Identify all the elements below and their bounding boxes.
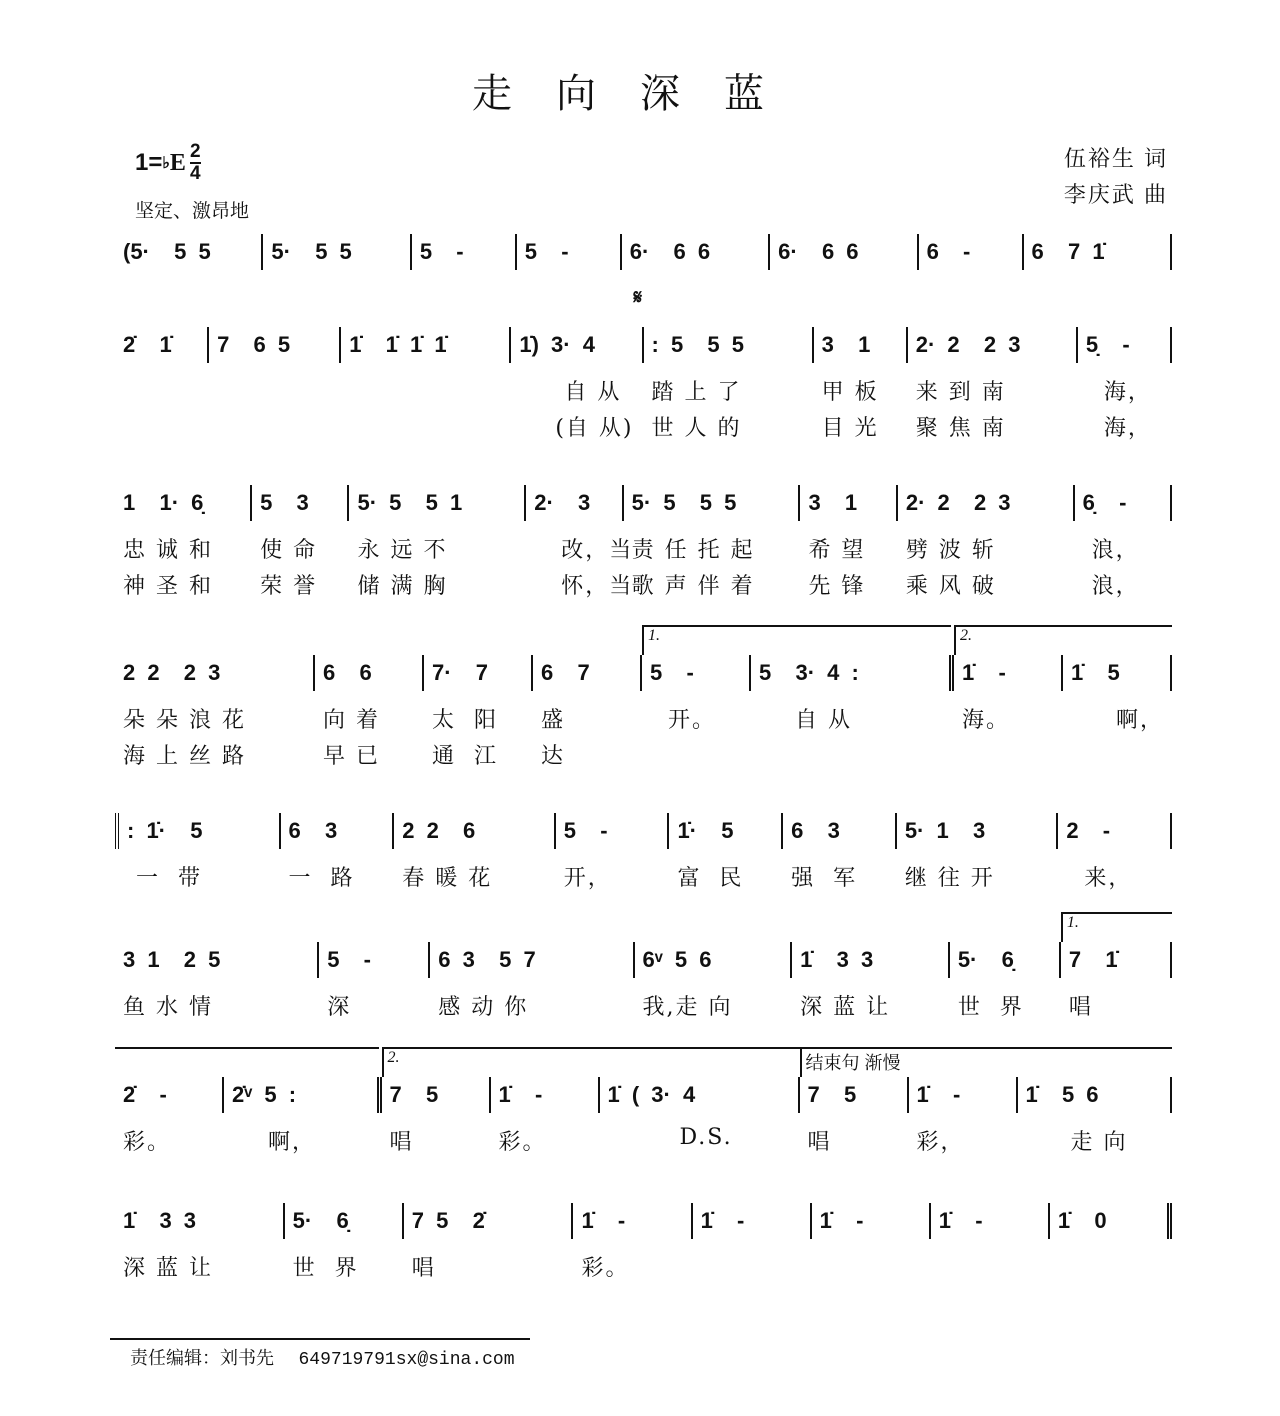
lyric-verse-2: 目 光 <box>821 416 879 441</box>
time-bottom: 4 <box>189 163 201 184</box>
lyric-verse-1: 劈 波 斩 <box>905 538 996 563</box>
staff-system <box>115 627 1172 769</box>
measure <box>1018 1077 1173 1155</box>
measure <box>115 655 315 769</box>
lyric-verse-2: 怀，当 <box>534 574 634 599</box>
lyric-verse-1: 彩。 <box>498 1130 547 1155</box>
measure <box>511 327 643 441</box>
lyric-verse-2: 早 已 <box>323 744 380 769</box>
measure <box>1078 327 1172 441</box>
measure-notes: 2 - <box>1066 818 1111 843</box>
time-signature <box>190 142 201 184</box>
measure-notes: 1̇ - <box>962 660 1006 685</box>
measure-notes: 7 5 <box>389 1082 439 1107</box>
flat-sign: ♭ <box>162 155 170 172</box>
measure-notes: 5 - <box>524 239 569 264</box>
editor-email: 649719791sx@sina.com <box>298 1350 515 1370</box>
measure-notes: 6ᵛ 5 6 <box>642 947 712 972</box>
lyric-verse-2: 先 锋 <box>808 574 866 599</box>
lyric-verse-1: 感 动 你 <box>438 995 529 1020</box>
measure <box>931 1203 1050 1239</box>
volta-bracket <box>751 625 951 655</box>
measure-notes: 1̇ - <box>916 1082 961 1107</box>
lyric-verse-1: 改，当 <box>534 538 634 563</box>
lyric-verse-1: 踏 上 了 <box>651 380 742 405</box>
lyric-verse-1: 责 任 托 起 <box>631 538 755 563</box>
composer-credit: 李庆武 曲 <box>1063 182 1168 207</box>
measure-notes: 3 1 <box>821 332 871 357</box>
measure <box>424 655 533 769</box>
measure <box>556 813 670 891</box>
measure <box>1050 1203 1172 1239</box>
volta-bracket <box>491 1047 600 1077</box>
measure-notes: 2̇ 1̇ <box>123 332 172 357</box>
staff-system <box>115 234 1172 270</box>
measure <box>898 485 1075 599</box>
measure <box>635 942 793 1020</box>
measure-notes: 5 - <box>419 239 464 264</box>
measure-notes: 6 7 <box>541 660 590 685</box>
measure-notes: (5· 5 5 <box>123 239 211 264</box>
staff-system <box>115 287 1172 441</box>
key-signature <box>135 142 201 184</box>
lyric-verse-1: 深 蓝 让 <box>800 995 891 1020</box>
measure-notes: 6 3 <box>791 818 840 843</box>
measure <box>693 1203 812 1239</box>
measure <box>897 813 1059 891</box>
measure <box>1063 655 1172 733</box>
measure-notes: 1̇ 3 3 <box>800 947 874 972</box>
measure <box>115 1203 285 1281</box>
measure-row <box>115 813 1172 891</box>
measure-notes: 5· 6̣ <box>292 1208 349 1233</box>
volta-bracket: 2. <box>382 1047 491 1077</box>
measure-row <box>115 234 1172 270</box>
measure-notes: 3 1 <box>808 490 858 515</box>
lyric-verse-1: D.S. <box>607 1125 733 1150</box>
measure-row <box>115 485 1172 599</box>
lyric-verse-2: 海 上 丝 路 <box>123 744 246 769</box>
measure-notes: 7 5 <box>807 1082 857 1107</box>
lyric-verse-2: 通 江 <box>432 744 498 769</box>
lyric-verse-1: 彩。 <box>581 1256 630 1281</box>
lyric-verse-1: 啊， <box>232 1130 316 1155</box>
measure-notes: 3 1 2 5 <box>123 947 221 972</box>
lyric-verse-1: 希 望 <box>808 538 866 563</box>
volta-bracket: 结束句 渐慢 <box>800 1047 909 1077</box>
segno-icon: 𝄋 <box>633 287 643 309</box>
lyric-verse-1: 开。 <box>650 708 716 733</box>
measure <box>224 1077 382 1155</box>
measure <box>412 234 517 270</box>
lyric-verse-1: 啊， <box>1071 708 1164 733</box>
measure <box>209 327 341 363</box>
lyric-verse-1: 太 阳 <box>432 708 498 733</box>
measure-notes: 6· 6 6 <box>778 239 859 264</box>
lyric-verse-1: 自 从 <box>519 380 622 405</box>
measure-notes: 1̇ 5 <box>1071 660 1120 685</box>
measure <box>909 1077 1018 1155</box>
measure <box>252 485 349 599</box>
lyric-verse-1: 使 命 <box>260 538 318 563</box>
measure-notes: 1̇ - <box>498 1082 543 1107</box>
measure-notes: 2· 2 2 3 <box>905 490 1011 515</box>
measure-notes: 2̇ᵛ 5 : <box>232 1082 297 1107</box>
volta-bracket <box>115 1047 224 1077</box>
measure <box>394 813 556 891</box>
measure-notes: 2· 2 2 3 <box>915 332 1021 357</box>
measure-notes: 5 3 <box>260 490 309 515</box>
measure <box>115 485 252 599</box>
lyric-verse-1: 唱 <box>807 1130 832 1155</box>
measure <box>517 234 622 270</box>
measure <box>319 942 430 1020</box>
lyric-verse-1: 春 暖 花 <box>402 866 493 891</box>
measure <box>315 655 424 769</box>
measure-notes: 5· 5 5 5 <box>631 490 737 515</box>
measure <box>633 287 814 441</box>
lyric-verse-1: 忠 诚 和 <box>123 538 213 563</box>
lyric-verse-1: 向 着 <box>323 708 380 733</box>
measure-notes: 7 5 2̇ <box>411 1208 485 1233</box>
lyric-verse-1: 我,走 向 <box>642 995 733 1020</box>
measure <box>1058 813 1172 891</box>
lyric-verse-2: 乘 风 破 <box>905 574 996 599</box>
measure-row <box>115 914 1172 1020</box>
volta-bracket <box>600 1047 800 1077</box>
measure-notes: 5· 6̣ <box>957 947 1014 972</box>
lyric-verse-2: 达 <box>541 744 566 769</box>
lyric-verse-1: 一 路 <box>288 866 355 891</box>
measure-notes: 6̣ - <box>1082 490 1127 515</box>
measure-notes: 7 6 5 <box>217 332 291 357</box>
measure-notes: 1̇ ( 3· 4 <box>607 1082 696 1107</box>
measure <box>812 1203 931 1239</box>
measure <box>770 234 918 270</box>
measure <box>751 655 954 733</box>
measure <box>491 1077 600 1155</box>
editor-credit: 责任编辑：刘书先 <box>130 1348 274 1368</box>
measure-row <box>115 627 1172 769</box>
measure-notes: 1̇ - <box>581 1208 626 1233</box>
lyric-verse-1: 鱼 水 情 <box>123 995 213 1020</box>
lyric-verse-1: 彩， <box>916 1130 965 1155</box>
lyric-verse-2: 海， <box>1085 416 1152 441</box>
lyric-verse-1: 来 到 南 <box>915 380 1006 405</box>
song-title: 走向深蓝 <box>472 71 808 116</box>
lyric-verse-1: 强 军 <box>791 866 858 891</box>
measure <box>642 627 751 733</box>
lyric-verse-2: 歌 声 伴 着 <box>631 574 755 599</box>
measure-notes: 5 - <box>327 947 371 972</box>
measure <box>533 655 642 769</box>
measure <box>919 234 1024 270</box>
measure-notes: 1̇ - <box>819 1208 864 1233</box>
lyric-verse-2: (自 从) <box>519 416 634 441</box>
lyric-verse-2: 储 满 胸 <box>357 574 448 599</box>
measure <box>792 942 950 1020</box>
key-prefix: 1= <box>135 149 163 176</box>
measure-notes: : 5 5 5 <box>651 332 744 357</box>
measure <box>341 327 511 363</box>
staff-system <box>115 1203 1172 1281</box>
measure-notes: 6 6 <box>323 660 372 685</box>
volta-bracket: 1. <box>1061 912 1172 942</box>
measure-notes: 1̇· 5 <box>677 818 734 843</box>
lyric-verse-2: 神 圣 和 <box>123 574 213 599</box>
measure <box>115 813 281 891</box>
measure-notes: 5 - <box>563 818 608 843</box>
measure-notes: 1̇ - <box>938 1208 983 1233</box>
measure <box>115 327 209 363</box>
measure-notes: 2· 3 <box>534 490 591 515</box>
measure-row <box>115 1203 1172 1281</box>
volta-bracket <box>909 1047 1018 1077</box>
measure <box>814 327 908 441</box>
staff-system <box>115 914 1172 1020</box>
lyric-verse-1: 海， <box>1085 380 1152 405</box>
lyric-verse-1: 富 民 <box>677 866 744 891</box>
measure-notes: 1̇) 3· 4 <box>519 332 595 357</box>
lyric-verse-1: 深 <box>327 995 352 1020</box>
staff-system <box>115 485 1172 599</box>
measure-notes: 5̣ - <box>1085 332 1130 357</box>
measure <box>430 942 634 1020</box>
lyric-verse-1: 朵 朵 浪 花 <box>123 708 246 733</box>
measure-notes: 1̇ 1̇ 1̇ 1̇ <box>349 332 447 357</box>
staff-system <box>115 813 1172 891</box>
measure <box>624 485 801 599</box>
measure <box>263 234 411 270</box>
measure-notes: 1 1· 6̣ <box>123 490 204 515</box>
measure <box>1024 234 1172 270</box>
measure <box>800 1053 909 1155</box>
measure <box>115 942 319 1020</box>
measure-notes: 7 1̇ <box>1068 947 1118 972</box>
measure-row <box>115 287 1172 441</box>
measure-notes: 5 - <box>650 660 694 685</box>
measure <box>115 1077 224 1155</box>
measure-notes: 6 3 <box>288 818 338 843</box>
measure-notes: 1̇ 0 <box>1057 1208 1107 1233</box>
lyricist-credit: 伍裕生 词 <box>1063 146 1168 171</box>
measure-notes: 1̇ 5 6 <box>1025 1082 1099 1107</box>
lyric-verse-1: 世 界 <box>957 995 1024 1020</box>
measure <box>573 1203 692 1281</box>
measure-notes: 7· 7 <box>432 660 489 685</box>
measure <box>349 485 526 599</box>
lyric-verse-1: 来， <box>1066 866 1133 891</box>
lyric-verse-2: 荣 誉 <box>260 574 318 599</box>
lyric-verse-1: 永 远 不 <box>357 538 448 563</box>
measure-notes: 2̇ - <box>123 1082 167 1107</box>
measure-notes: 6 3 5 7 <box>438 947 536 972</box>
footer-divider <box>110 1338 530 1340</box>
measure-notes: 6 7 1̇ <box>1031 239 1105 264</box>
lyric-verse-2: 聚 焦 南 <box>915 416 1006 441</box>
lyric-verse-1: 彩。 <box>123 1130 172 1155</box>
measure <box>382 1049 491 1155</box>
measure <box>800 485 897 599</box>
measure-notes: 5· 5 5 <box>271 239 352 264</box>
measure <box>281 813 395 891</box>
lyric-verse-2: 浪， <box>1082 574 1140 599</box>
lyric-verse-1: 走 向 <box>1025 1130 1128 1155</box>
measure-notes: 1̇ - <box>700 1208 745 1233</box>
lyric-verse-1: 继 往 开 <box>904 866 995 891</box>
measure-notes: 2 2 2 3 <box>123 660 221 685</box>
measure <box>526 485 634 599</box>
footer <box>130 1344 515 1370</box>
time-top: 2 <box>189 141 201 162</box>
volta-bracket: 2. <box>954 625 1063 655</box>
measure <box>1075 485 1172 599</box>
measure <box>600 1077 800 1150</box>
measure <box>669 813 783 891</box>
measure-notes: 2 2 6 <box>402 818 476 843</box>
measure-row <box>115 1049 1172 1155</box>
measure-notes: : 1̇· 5 <box>127 818 203 843</box>
tempo-marking: 坚定、激昂地 <box>135 201 250 222</box>
lyric-verse-1: 深 蓝 让 <box>123 1256 213 1281</box>
measure <box>950 942 1061 1020</box>
measure-notes: 1̇ 3 3 <box>123 1208 197 1233</box>
measure-notes: 5· 1 3 <box>904 818 986 843</box>
staff-system <box>115 1049 1172 1155</box>
measure <box>1061 914 1172 1020</box>
key-note: E <box>169 149 186 176</box>
measure <box>954 627 1063 733</box>
lyric-verse-1: 盛 <box>541 708 566 733</box>
lyric-verse-1: 浪， <box>1082 538 1140 563</box>
measure-notes: 5 3· 4 : <box>759 660 859 685</box>
lyric-verse-1: 一 带 <box>127 866 202 891</box>
lyric-verse-1: 唱 <box>389 1130 414 1155</box>
measure-notes: 5· 5 5 1 <box>357 490 463 515</box>
lyric-verse-1: 开， <box>563 866 612 891</box>
lyric-verse-1: 世 界 <box>292 1256 359 1281</box>
volta-bracket: 1. <box>642 625 751 655</box>
measure-notes: 6 - <box>926 239 971 264</box>
lyric-verse-1: 唱 <box>411 1256 436 1281</box>
measure <box>404 1203 574 1281</box>
measure <box>783 813 897 891</box>
volta-bracket <box>1063 625 1172 655</box>
measure <box>908 327 1078 441</box>
volta-bracket <box>1018 1047 1173 1077</box>
volta-bracket <box>224 1047 379 1077</box>
lyric-verse-1: 自 从 <box>759 708 852 733</box>
measure <box>285 1203 404 1281</box>
lyric-verse-1: 甲 板 <box>821 380 879 405</box>
measure <box>622 234 770 270</box>
lyric-verse-1: 唱 <box>1068 995 1093 1020</box>
lyric-verse-1: 海。 <box>962 708 1011 733</box>
measure <box>115 234 263 270</box>
lyric-verse-2: 世 人 的 <box>651 416 742 441</box>
measure-notes: 6· 6 6 <box>629 239 711 264</box>
